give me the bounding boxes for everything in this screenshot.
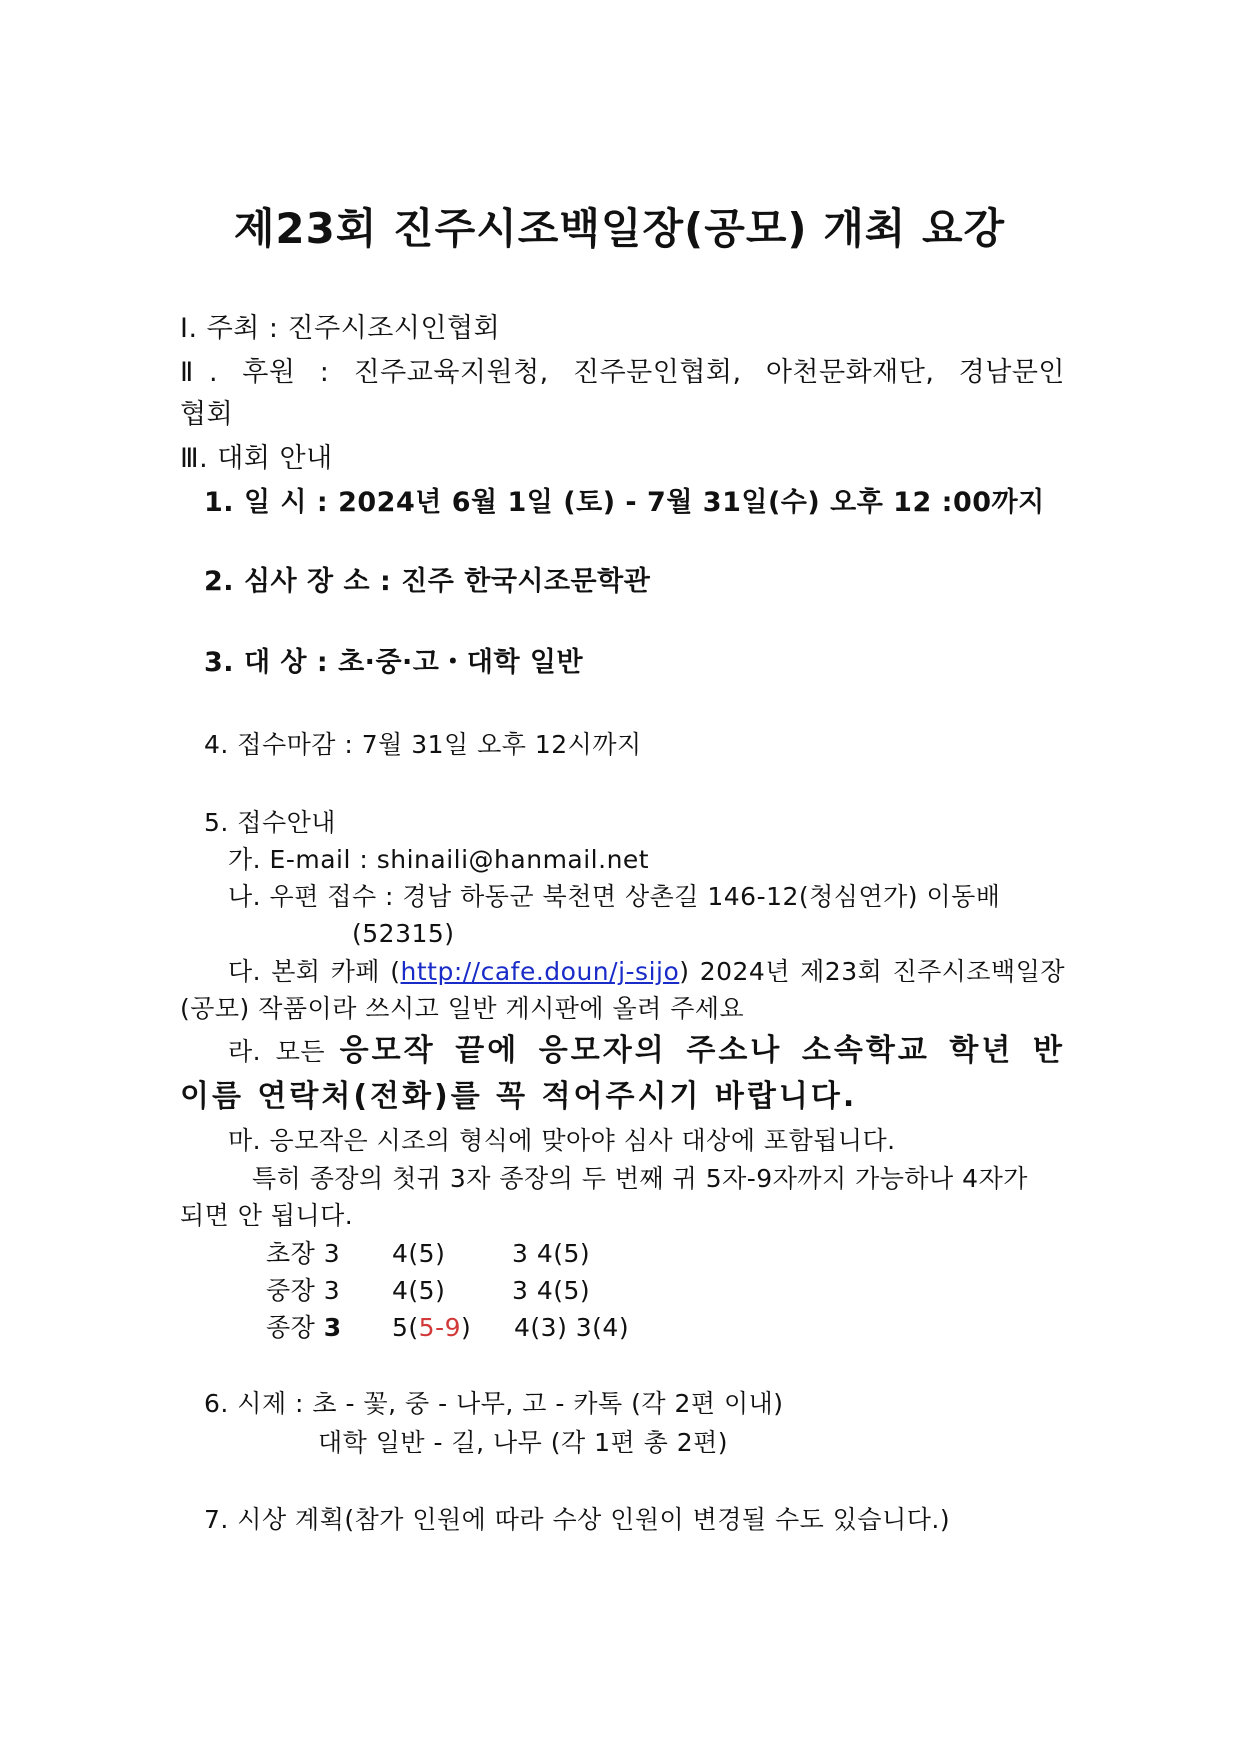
postcode: (52315) <box>352 919 455 948</box>
jongjang-c1-highlight: 5-9 <box>418 1313 462 1342</box>
jongjang-num: 3 <box>323 1313 342 1342</box>
cafe-link[interactable]: http://cafe.doun/j-sijo <box>400 957 680 986</box>
cafe-line <box>228 955 1065 989</box>
notice-emphasis-cont: 이름 연락처(전화)를 꼭 적어주시기 바랍니다. <box>180 1079 858 1114</box>
form-rule-line: 마. 응모작은 시조의 형식에 맞아야 심사 대상에 포함됩니다. <box>228 1126 896 1155</box>
item-venue: 2. 심사 장 소 : 진주 한국시조문학관 <box>204 566 651 597</box>
item-submission-guide: 5. 접수안내 <box>204 808 336 837</box>
page-title: 제23회 진주시조백일장(공모) 개최 요강 <box>233 204 1006 253</box>
guide-heading: Ⅲ. 대회 안내 <box>180 443 333 474</box>
cafe-suffix: ) 2024년 제23회 진주시조백일장 <box>679 957 1066 986</box>
meter-row-jungjang-c1: 4(5) <box>392 1276 446 1305</box>
email-line: 가. E-mail : shinaili@hanmail.net <box>228 845 650 874</box>
meter-row-chojang-c1: 4(5) <box>392 1239 446 1268</box>
cafe-prefix: 다. 본회 카페 ( <box>228 957 401 986</box>
item-topics: 6. 시제 : 초 - 꽃, 중 - 나무, 고 - 카톡 (각 2편 이내) <box>204 1389 784 1418</box>
item-date: 1. 일 시 : 2024년 6월 1일 (토) - 7월 31일(수) 오후 12 :00까지 <box>204 487 1045 518</box>
notice-line <box>228 1031 1065 1072</box>
sponsor-line: Ⅱ. 후원 : 진주교육지원청, 진주문인협회, 아천문화재단, 경남문인 <box>180 357 1065 388</box>
form-rule-detail: 특히 종장의 첫귀 3자 종장의 두 번째 귀 5자-9자까지 가능하나 4자가 <box>252 1164 1028 1193</box>
meter-row-jongjang-label <box>266 1311 342 1345</box>
meter-row-jungjang-label: 중장 3 <box>266 1276 341 1305</box>
jongjang-label: 종장 <box>266 1313 316 1342</box>
meter-row-chojang-c2: 3 4(5) <box>512 1239 591 1268</box>
notice-prefix: 라. 모든 <box>228 1037 340 1066</box>
meter-row-chojang-label: 초장 3 <box>266 1239 341 1268</box>
jongjang-c1-pre: 5( <box>392 1313 419 1342</box>
item-deadline: 4. 접수마감 : 7월 31일 오후 12시까지 <box>204 730 642 759</box>
jongjang-c1-post: ) <box>461 1313 472 1342</box>
cafe-line-cont: (공모) 작품이라 쓰시고 일반 게시판에 올려 주세요 <box>180 994 745 1023</box>
meter-row-jongjang-c2: 4(3) 3(4) <box>514 1313 630 1342</box>
post-line: 나. 우편 접수 : 경남 하동군 북천면 상촌길 146-12(청심연가) 이동배 <box>228 882 1001 911</box>
host-line: Ⅰ. 주최 : 진주시조시인협회 <box>180 313 501 344</box>
notice-emphasis: 응모작 끝에 응모자의 주소나 소속학교 학년 반 <box>339 1033 1065 1068</box>
item-awards: 7. 시상 계획(참가 인원에 따라 수상 인원이 변경될 수도 있습니다.) <box>204 1505 951 1534</box>
meter-row-jongjang-c1 <box>392 1311 471 1345</box>
form-rule-detail-cont: 되면 안 됩니다. <box>180 1201 354 1230</box>
sponsor-line-cont: 협회 <box>180 399 234 430</box>
item-target: 3. 대 상 : 초·중·고・대학 일반 <box>204 647 584 678</box>
meter-row-jungjang-c2: 3 4(5) <box>512 1276 591 1305</box>
item-topics-cont: 대학 일반 - 길, 나무 (각 1편 총 2편) <box>318 1428 729 1457</box>
